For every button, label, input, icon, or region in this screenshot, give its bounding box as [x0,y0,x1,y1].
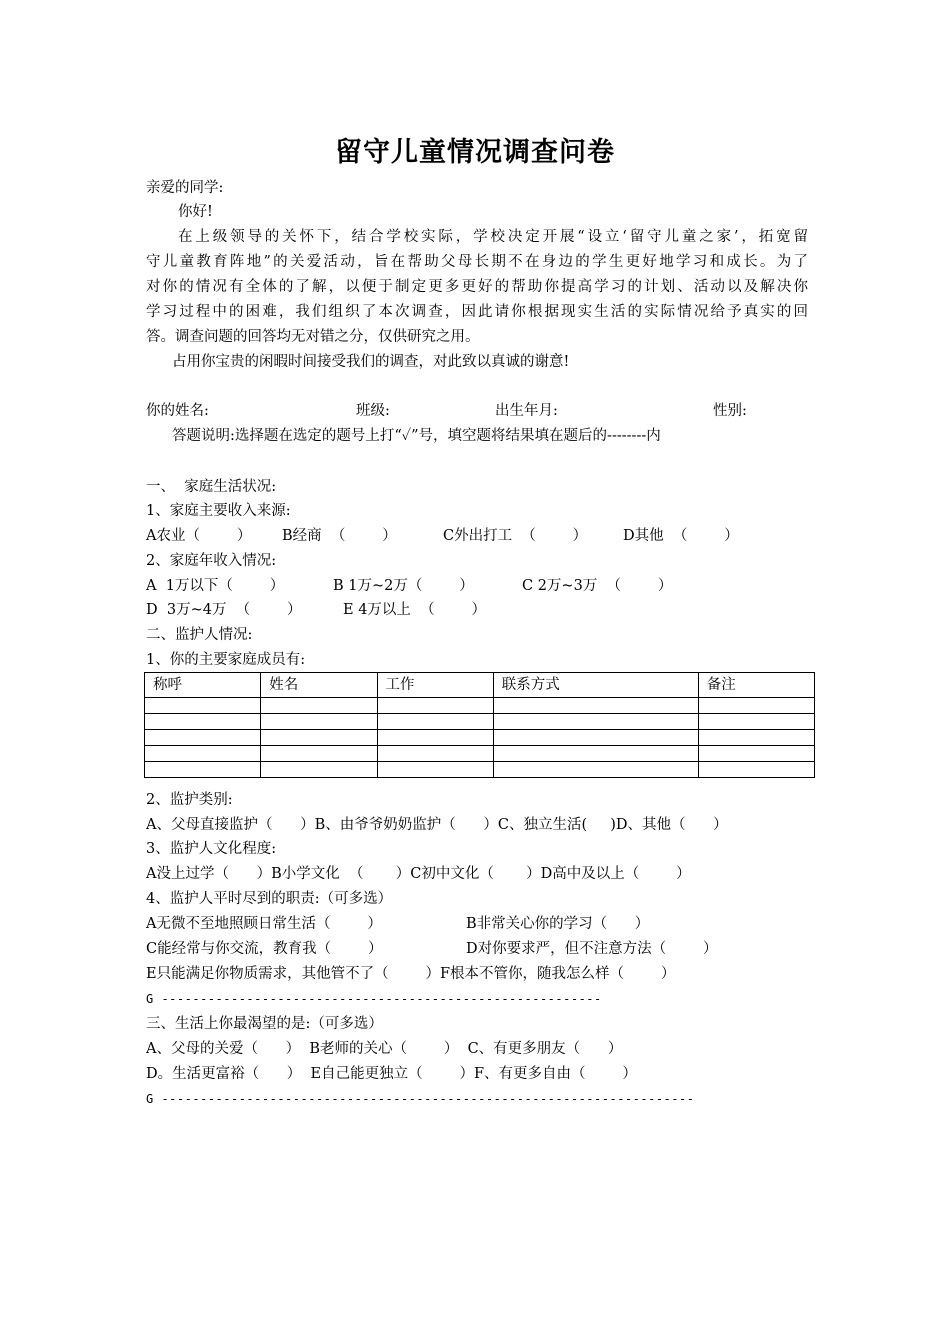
table-cell[interactable] [493,714,698,730]
table-cell[interactable] [261,762,377,778]
table-cell[interactable] [698,714,814,730]
table-cell[interactable] [698,762,814,778]
table-cell[interactable] [261,714,377,730]
section2-heading: 二、监护人情况: [146,627,253,643]
table-cell[interactable] [698,698,814,714]
s2-q4-option-ef: E只能满足你物质需求，其他管不了（ ）F根本不管你，随我怎么样（ ） [146,966,676,982]
s2-q2-label: 2、监护类别: [146,792,233,808]
table-row [145,698,815,714]
s1-q2-option-c: C 2万~3万 （ ） [522,578,673,594]
table-header-cell: 联系方式 [493,673,698,698]
s2-q4-option-c: C能经常与你交流，教育我（ ） [146,941,383,957]
table-cell[interactable] [145,746,261,762]
s1-q1-option-d: D其他 （ ） [623,528,739,544]
table-header-cell: 称呼 [145,673,261,698]
table-cell[interactable] [145,730,261,746]
table-row [145,730,815,746]
table-cell[interactable] [377,730,493,746]
table-header-cell: 备注 [698,673,814,698]
s1-q2-option-d: D 3万~4万 （ ） [146,602,302,618]
table-cell[interactable] [698,730,814,746]
table-cell[interactable] [377,714,493,730]
s1-q1-label: 1、家庭主要收入来源: [146,503,291,519]
s1-q2-option-a: A 1万以下（ ） [146,578,285,594]
s2-q4-option-g-blank[interactable]: G --------------------------------------------------------- [146,992,602,1006]
thanks-line: 占用你宝贵的闲暇时间接受我们的调查，对此致以真诚的谢意! [172,354,570,370]
s2-q4-option-a: A无微不至地照顾日常生活（ ） [146,916,382,932]
table-header-cell: 工作 [377,673,493,698]
s1-q1-option-b: B经商 （ ） [282,528,397,544]
gender-field-label: 性别: [713,403,747,419]
table-row [145,762,815,778]
s3-options-line-1: A、父母的关爱（ ） B老师的关心（ ） C、有更多朋友（ ） [146,1041,623,1057]
hello: 你好! [178,204,213,220]
s2-q1-label: 1、你的主要家庭成员有: [146,652,306,668]
s2-q3-options: A没上过学（ ）B小学文化 （ ）C初中文化（ ）D高中及以上（ ） [146,866,691,882]
page-title: 留守儿童情况调查问卷 [335,137,615,168]
s1-q2-label: 2、家庭年收入情况: [146,553,277,569]
table-cell[interactable] [493,730,698,746]
table-cell[interactable] [493,698,698,714]
intro-line-2: 守儿童教育阵地”的关爱活动，旨在帮助父母长期不在身边的学生更好地学习和成长。为了 [146,254,808,270]
table-cell[interactable] [145,698,261,714]
section1-heading: 一、 家庭生活状况: [146,479,277,495]
table-cell[interactable] [377,698,493,714]
table-cell[interactable] [493,762,698,778]
s1-q2-option-b: B 1万~2万（ ） [333,578,474,594]
s2-q2-options: A、父母直接监护（ ）B、由爷爷奶奶监护（ ）C、独立生活( )D、其他（ ） [146,817,728,833]
table-row [145,746,815,762]
table-cell[interactable] [493,746,698,762]
intro-line-1: 在上级领导的关怀下，结合学校实际，学校决定开展“设立‘留守儿童之家’，拓宽留 [178,229,808,245]
intro-line-5: 答。调查问题的回答均无对错之分，仅供研究之用。 [146,329,480,345]
section3-heading: 三、生活上你最渴望的是:（可多选） [146,1016,383,1032]
class-field-label: 班级: [356,403,390,419]
table-cell[interactable] [698,746,814,762]
s2-q3-label: 3、监护人文化程度: [146,841,277,857]
name-field-label: 你的姓名: [146,403,209,419]
s2-q4-option-d: D对你要求严，但不注意方法（ ） [466,941,718,957]
table-cell[interactable] [261,746,377,762]
answer-instructions: 答题说明:选择题在选定的题号上打“✓”号，填空题将结果填在题后的--------内 [172,428,661,444]
table-cell[interactable] [261,698,377,714]
table-cell[interactable] [377,762,493,778]
intro-line-4: 学习过程中的困难，我们组织了本次调查，因此请你根据现实生活的实际情况给予真实的回 [146,304,808,320]
birth-field-label: 出生年月: [495,403,558,419]
table-header-cell: 姓名 [261,673,377,698]
greeting: 亲爱的同学: [146,180,224,196]
s1-q1-option-c: C外出打工 （ ） [443,528,588,544]
s3-options-line-2: D。生活更富裕（ ） E自己能更独立（ ）F、有更多自由（ ） [146,1066,637,1082]
table-cell[interactable] [261,730,377,746]
family-members-table [144,672,815,778]
s2-q4-option-b: B非常关心你的学习（ ） [466,916,650,932]
table-cell[interactable] [145,714,261,730]
s1-q2-option-e: E 4万以上 （ ） [343,602,487,618]
table-cell[interactable] [377,746,493,762]
table-header-row [145,673,815,698]
s3-option-g-blank[interactable]: G --------------------------------------------------------------------- [146,1092,695,1106]
table-cell[interactable] [145,762,261,778]
s2-q4-label: 4、监护人平时尽到的职责:（可多选） [146,891,393,907]
s1-q1-option-a: A农业（ ） [146,528,252,544]
intro-line-3: 对你的情况有全体的了解，以便于制定更多更好的帮助你提高学习的计划、活动以及解决你 [146,279,808,295]
table-row [145,714,815,730]
